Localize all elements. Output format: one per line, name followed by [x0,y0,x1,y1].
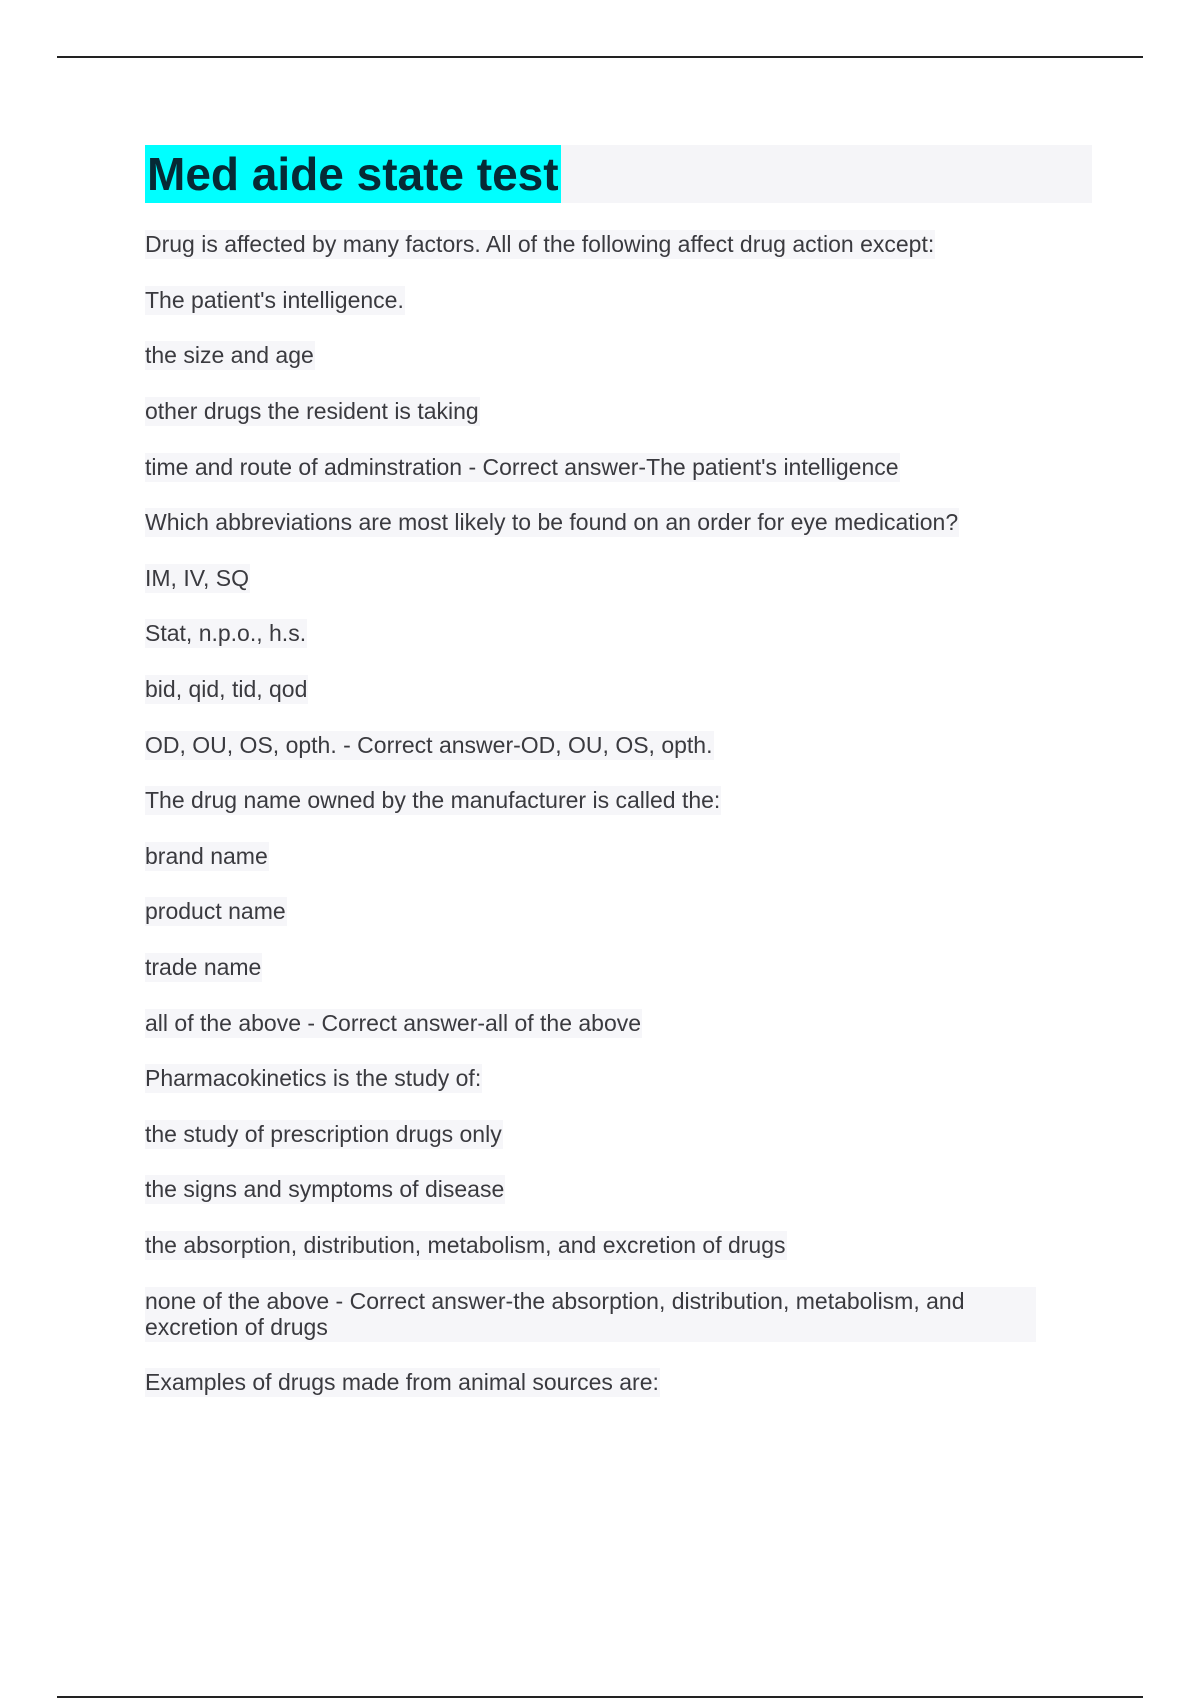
option-line: other drugs the resident is taking [145,398,479,424]
option-line: Stat, n.p.o., h.s. [145,620,307,646]
answer-line: none of the above - Correct answer-the absorption, distribution, metabolism, and excretion of drugs [145,1287,1036,1342]
option-line: IM, IV, SQ [145,565,249,591]
answer-line: all of the above - Correct answer-all of the above [145,1010,642,1036]
question-line: Pharmacokinetics is the study of: [145,1065,482,1091]
footer-rule [57,1696,1143,1698]
option-line: the signs and symptoms of disease [145,1176,505,1202]
option-line: the study of prescription drugs only [145,1121,502,1147]
option-line: The patient's intelligence. [145,287,404,313]
page-title: Med aide state test [145,145,561,203]
option-line: trade name [145,954,262,980]
option-line: brand name [145,843,268,869]
option-line: the size and age [145,342,314,368]
question-line: Which abbreviations are most likely to be found on an order for eye medication? [145,509,959,535]
question-line: Examples of drugs made from animal sources are: [145,1369,659,1395]
option-line: bid, qid, tid, qod [145,676,308,702]
option-line: product name [145,898,286,924]
question-line: The drug name owned by the manufacturer is called the: [145,787,721,813]
question-line: Drug is affected by many factors. All of the following affect drug action except: [145,231,935,257]
option-line: the absorption, distribution, metabolism, and excretion of drugs [145,1232,786,1258]
answer-line: time and route of adminstration - Correct answer-The patient's intelligence [145,454,899,480]
answer-line: OD, OU, OS, opth. - Correct answer-OD, OU, OS, opth. [145,732,713,758]
